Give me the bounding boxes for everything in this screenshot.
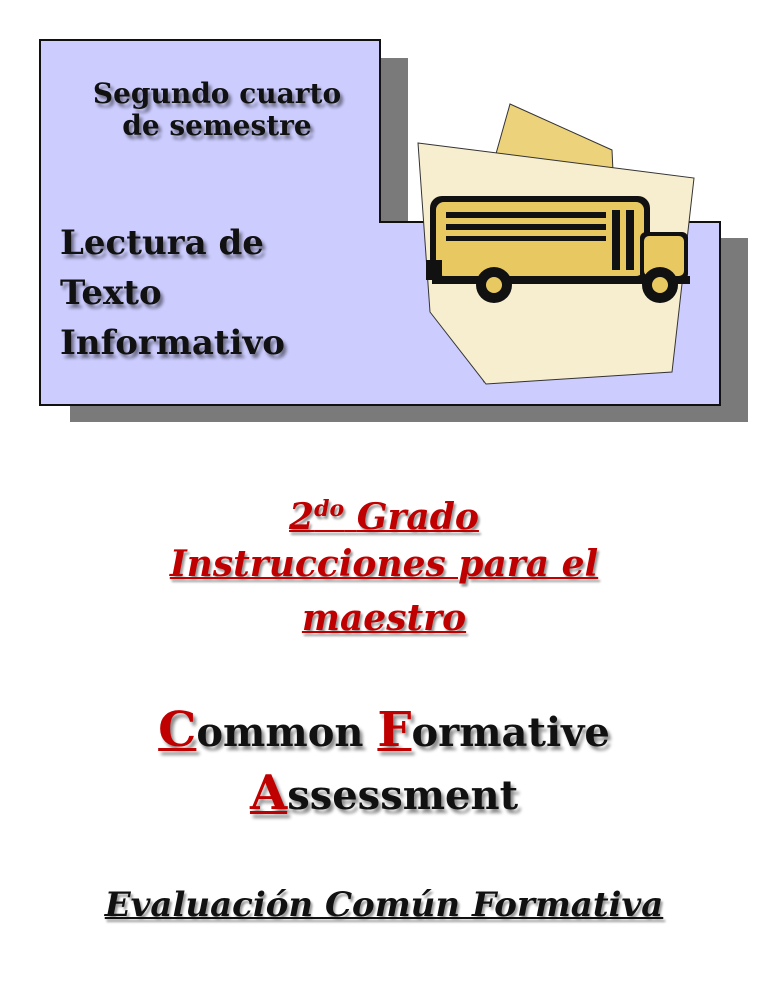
evaluation-title: Evaluación Común Formativa [104,885,664,925]
cfa-heading [0,700,768,826]
title-line-1: Lectura de [60,223,264,263]
f-rest: ormative [411,709,610,756]
cfa-line-1 [0,700,768,763]
f-initial: F [377,702,412,758]
subtitle-line-1: Segundo cuarto [92,77,342,110]
a-rest: ssessment [287,772,519,819]
cfa-line-2 [0,763,768,826]
title-line-2: Texto [60,273,162,313]
quarter-subtitle [62,78,372,142]
subtitle-line-2: de semestre [122,109,312,142]
grade-suffix: do [314,496,345,522]
title-line-3: Informativo [60,323,285,363]
teacher-instructions-heading [0,537,768,645]
panel-title [60,218,285,368]
instructions-line-2: maestro [301,597,467,639]
instructions-line-1: Instrucciones para el [169,543,599,585]
school-bus-icon [418,104,694,384]
a-initial: A [249,765,288,821]
grade-number: 2 [289,496,315,538]
grade-word: Grado [356,496,479,538]
c-initial: C [158,702,197,758]
c-rest: ommon [196,709,378,756]
grade-heading [0,488,768,538]
